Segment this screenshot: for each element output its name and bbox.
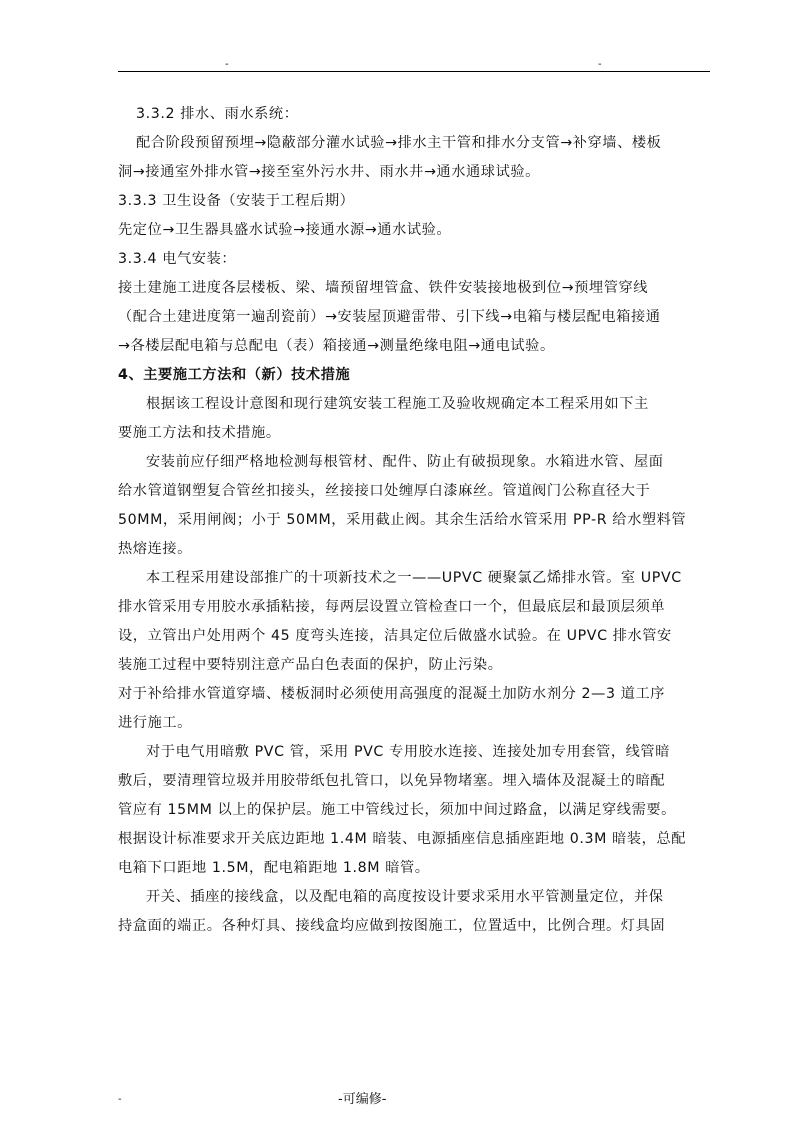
paragraph-line: 要施工方法和技术措施。	[118, 425, 281, 441]
paragraph-line: 排水管采用专用胶水承插粘接，每两层设置立管检查口一个，但最底层和最顶层须单	[118, 599, 666, 615]
paragraph-line: 给水管道钢塑复合管丝扣接头，丝接接口处缠厚白漆麻丝。管道阀门公称直径大于	[118, 483, 651, 499]
paragraph-line: 装施工过程中要特别注意产品白色表面的保护，防止污染。	[118, 657, 503, 673]
paragraph-line: 开关、插座的接线盒，以及配电箱的高度按设计要求采用水平管测量定位，并保	[146, 889, 664, 905]
paragraph-line: 本工程采用建设部推广的十项新技术之一——UPVC 硬聚氯乙烯排水管。室 UPVC	[146, 570, 682, 586]
paragraph-line: 管应有 15MM 以上的保护层。施工中管线过长，须加中间过路盒，以满足穿线需要。	[118, 802, 676, 818]
section-heading-3-3-3: 3.3.3 卫生设备（安装于工程后期）	[118, 193, 355, 209]
header-mark-left: -	[225, 59, 229, 70]
paragraph-line: 根据该工程设计意图和现行建筑安装工程施工及验收规确定本工程采用如下主	[146, 396, 649, 412]
paragraph-line: 50MM，采用闸阀；小于 50MM，采用截止阀。其余生活给水管采用 PP-R 给水塑料管	[118, 512, 687, 528]
paragraph-line: 热熔连接。	[118, 541, 192, 557]
paragraph-line: 先定位→卫生器具盛水试验→接通水源→通水试验。	[118, 222, 452, 238]
paragraph-line: 安装前应仔细严格地检测每根管材、配件、防止有破损现象。水箱进水管、屋面	[146, 454, 664, 470]
section-heading-3-3-4: 3.3.4 电气安装：	[118, 251, 237, 267]
paragraph-line: 进行施工。	[118, 715, 192, 731]
paragraph-line: 对于补给排水管道穿墙、楼板洞时必须使用高强度的混凝土加防水剂分 2—3 道工序	[118, 686, 666, 702]
section-heading-4: 4、主要施工方法和（新）技术措施	[118, 367, 351, 383]
section-heading-3-3-2: 3.3.2 排水、雨水系统：	[136, 106, 299, 122]
paragraph-line: 洞→接通室外排水管→接至室外污水井、雨水井→通水通球试验。	[118, 164, 540, 180]
paragraph-line: 配合阶段预留预埋→隐蔽部分灌水试验→排水主干管和排水分支管→补穿墙、楼板	[136, 135, 662, 151]
header-rule	[118, 71, 710, 72]
footer-editable-label: -可编修-	[338, 1092, 387, 1107]
paragraph-line: （配合土建进度第一遍刮瓷前）→安装屋顶避雷带、引下线→电箱与楼层配电箱接通	[118, 309, 661, 325]
document-body	[118, 100, 712, 941]
paragraph-line: →各楼层配电箱与总配电（表）箱接通→测量绝缘电阻→通电试验。	[118, 338, 555, 354]
paragraph-line: 根据设计标准要求开关底边距地 1.4M 暗装、电源插座信息插座距地 0.3M 暗装，总配	[118, 831, 687, 847]
paragraph-line: 设，立管出户处用两个 45 度弯头连接，洁具定位后做盛水试验。在 UPVC 排水管安	[118, 628, 672, 644]
paragraph-line: 电箱下口距地 1.5M，配电箱距地 1.8M 暗管。	[118, 860, 430, 876]
paragraph-line: 接土建施工进度各层楼板、梁、墙预留埋管盒、铁件安装接地极到位→预埋管穿线	[118, 280, 649, 296]
paragraph-line: 对于电气用暗敷 PVC 管，采用 PVC 专用胶水连接、连接处加专用套管，线管暗	[146, 744, 671, 760]
paragraph-line: 敷后，要清理管垃圾并用胶带纸包扎管口，以免异物堵塞。埋入墙体及混凝土的暗配	[118, 773, 666, 789]
header-mark-right: -	[598, 59, 602, 70]
paragraph-line: 持盒面的端正。各种灯具、接线盒均应做到按图施工，位置适中，比例合理。灯具固	[118, 918, 666, 934]
footer-mark-left: -	[118, 1094, 122, 1105]
